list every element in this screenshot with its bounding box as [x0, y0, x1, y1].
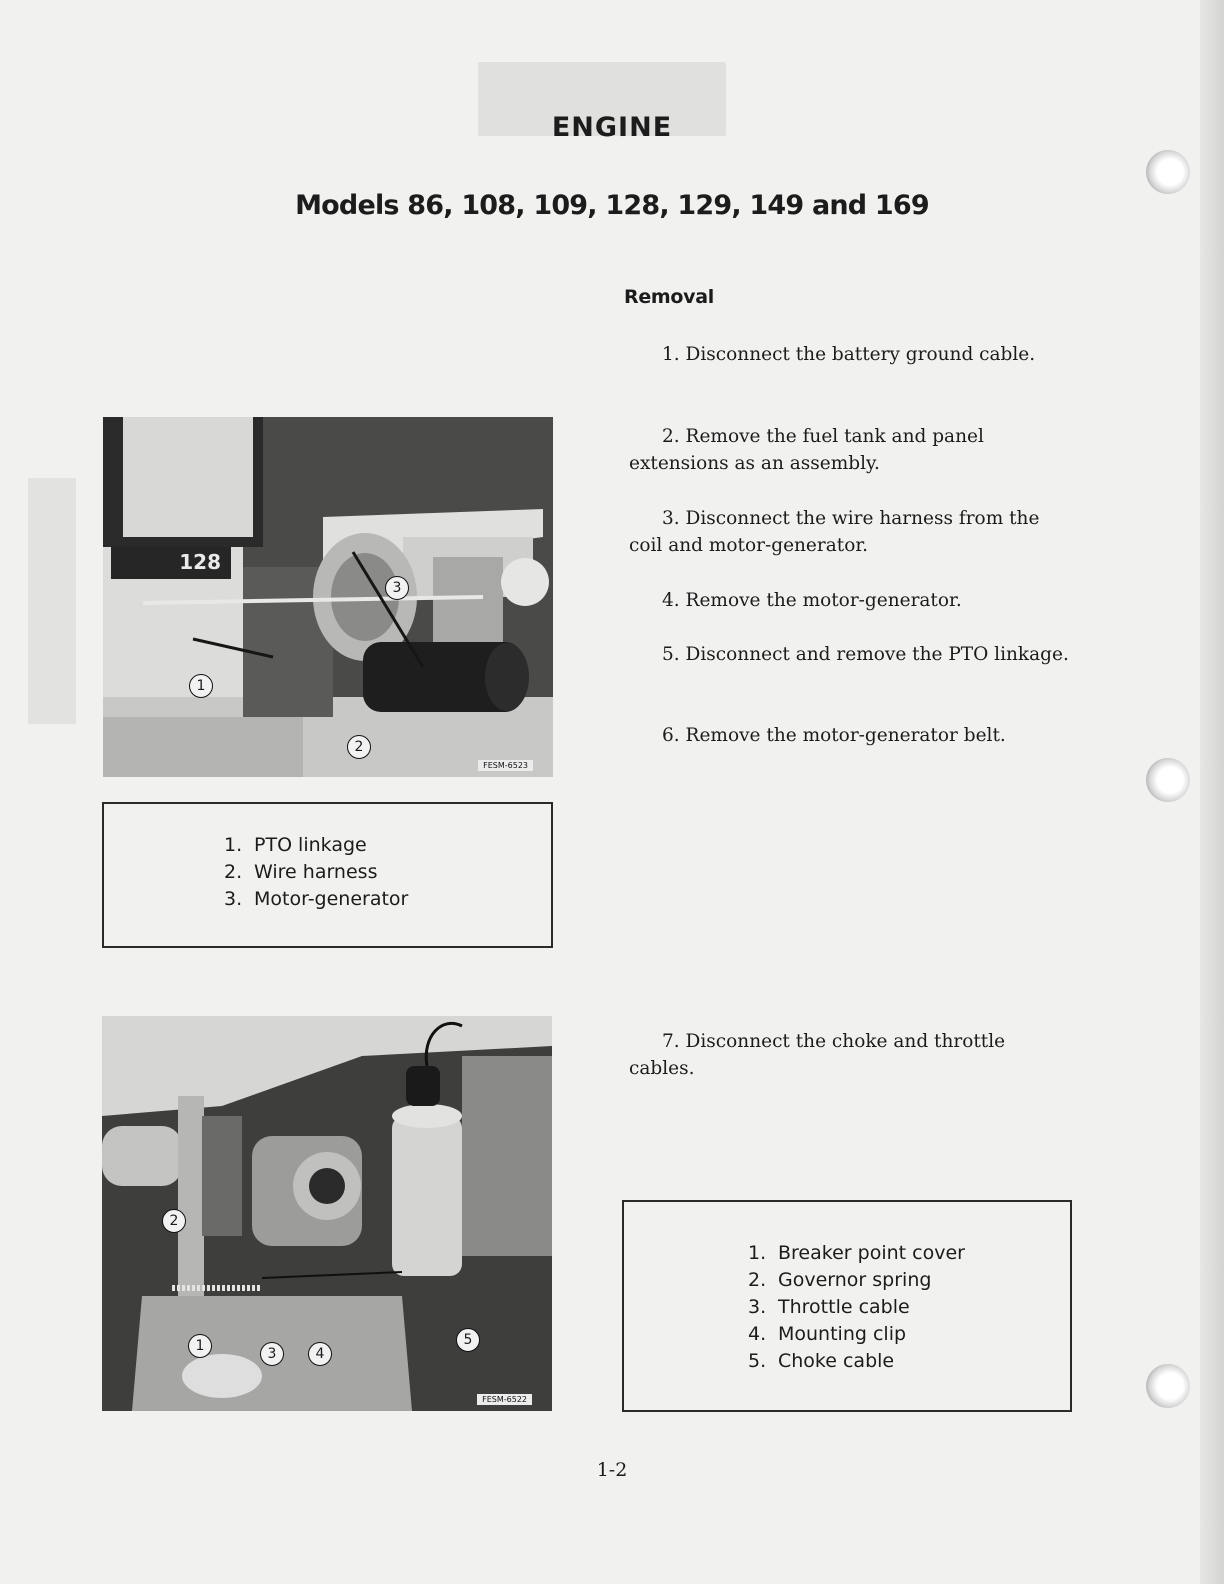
legend-item: 5. Choke cable — [748, 1350, 895, 1372]
figure-1-legend — [102, 802, 553, 948]
binder-hole-bottom — [1146, 1364, 1190, 1408]
page-number: 1-2 — [596, 1459, 628, 1481]
legend-item: 2. Governor spring — [748, 1269, 932, 1291]
step-3: 3. Disconnect the wire harness from the coil and motor-generator. — [629, 508, 1040, 556]
figure-1-photo — [103, 417, 553, 777]
callout-5: 5 — [456, 1328, 480, 1352]
removal-heading: Removal — [624, 286, 714, 308]
callout-3: 3 — [260, 1342, 284, 1366]
callout-1: 1 — [188, 1334, 212, 1358]
legend-item: 1. Breaker point cover — [748, 1242, 965, 1264]
figure-2-legend — [622, 1200, 1072, 1412]
binder-hole-top — [1146, 150, 1190, 194]
callout-2: 2 — [162, 1209, 186, 1233]
legend-item: 1. PTO linkage — [224, 834, 367, 856]
callout-4: 4 — [308, 1342, 332, 1366]
legend-item: 3. Throttle cable — [748, 1296, 910, 1318]
margin-shadow — [28, 478, 76, 724]
step-4: 4. Remove the motor-generator. — [662, 590, 962, 611]
callout-3: 3 — [385, 576, 409, 600]
step-5: 5. Disconnect and remove the PTO linkage. — [662, 644, 1069, 665]
callout-2: 2 — [347, 735, 371, 759]
figure-2-photo — [102, 1016, 552, 1411]
binder-hole-middle — [1146, 758, 1190, 802]
legend-item: 4. Mounting clip — [748, 1323, 907, 1345]
step-6: 6. Remove the motor-generator belt. — [662, 725, 1006, 746]
figure-1-illustration — [103, 417, 553, 777]
legend-item: 3. Motor-generator — [224, 888, 409, 910]
step-7: 7. Disconnect the choke and throttle cables. — [629, 1031, 1006, 1079]
page-edge — [1200, 0, 1224, 1584]
figure-1-label: FESM-6523 — [478, 760, 533, 771]
step-2: 2. Remove the fuel tank and panel extensions as an assembly. — [629, 426, 984, 474]
section-title: ENGINE — [551, 112, 673, 143]
step-1: 1. Disconnect the battery ground cable. — [662, 344, 1036, 365]
legend-item: 2. Wire harness — [224, 861, 378, 883]
model-badge: 128 — [179, 550, 221, 574]
models-title: Models 86, 108, 109, 128, 129, 149 and 169 — [295, 190, 929, 221]
figure-2-label: FESM-6522 — [477, 1394, 532, 1405]
callout-1: 1 — [189, 674, 213, 698]
